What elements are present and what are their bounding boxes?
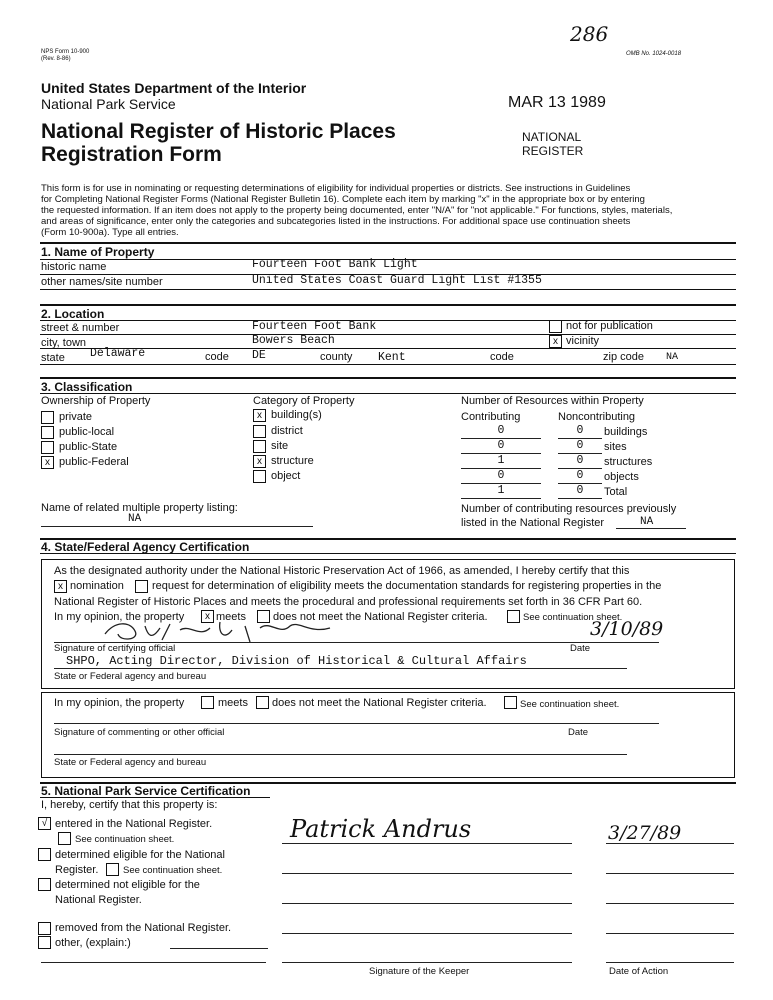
meets2-label: meets <box>218 697 248 709</box>
noncontributing-total[interactable]: 0 <box>576 484 584 497</box>
resource-objects-label: objects <box>604 471 639 483</box>
see-cont-sheet1-label: See continuation sheet. <box>75 834 175 845</box>
see-continuation-label: See continuation sheet. <box>523 612 623 623</box>
category-site-label: site <box>271 440 289 452</box>
rule <box>40 364 736 365</box>
contributing-objects[interactable]: 0 <box>497 469 505 482</box>
rule <box>54 723 659 724</box>
agency-bureau-label: State or Federal agency and bureau <box>54 671 207 682</box>
category-district-checkbox[interactable] <box>253 425 266 438</box>
omb-number: OMB No. 1024-0018 <box>626 51 682 57</box>
rule <box>54 668 627 669</box>
form-title-line1: National Register of Historic Places <box>41 120 396 143</box>
rule <box>606 933 734 934</box>
not-for-publication-checkbox[interactable] <box>549 320 562 333</box>
does-not-meet-label: does not meet the National Register criteria. <box>273 611 488 623</box>
resource-sites-label: sites <box>604 441 627 453</box>
service-name: National Park Service <box>41 96 176 112</box>
certification-date: 3/10/89 <box>590 618 664 640</box>
instructions-line2: for Completing National Register Forms (National Register Bulletin 16). Complete each item by marking "x" in the appropriate box or by entering <box>41 194 645 205</box>
other-names-value[interactable]: United States Coast Guard Light List #1355 <box>252 274 542 287</box>
removed-label: removed from the National Register. <box>55 922 232 934</box>
not-eligible-checkbox[interactable] <box>38 878 51 891</box>
state-code-label: code <box>205 351 229 363</box>
section1-heading: 1. Name of Property <box>41 245 155 259</box>
see-continuation2-checkbox[interactable] <box>504 696 517 709</box>
contributing-total[interactable]: 1 <box>497 484 505 497</box>
request-checkbox[interactable] <box>135 580 148 593</box>
rule <box>282 962 572 963</box>
category-object-checkbox[interactable] <box>253 470 266 483</box>
ownership-public-federal-checkbox[interactable]: x <box>41 456 54 469</box>
rule <box>282 873 572 874</box>
nomination-label: nomination <box>70 580 124 592</box>
noncontributing-label: Noncontributing <box>558 411 636 423</box>
form-number: NPS Form 10-900 <box>41 49 90 55</box>
rule <box>606 903 734 904</box>
rule <box>606 873 734 874</box>
section2-divider <box>40 304 736 306</box>
contributing-structures[interactable]: 1 <box>497 454 505 467</box>
rule <box>40 393 736 394</box>
determined-eligible-label: determined eligible for the National <box>55 849 225 861</box>
action-date: 3/27/89 <box>608 822 682 844</box>
rule <box>282 933 572 934</box>
county-code-label: code <box>490 351 514 363</box>
see-cont-sheet1-checkbox[interactable] <box>58 832 71 845</box>
city-value[interactable]: Bowers Beach <box>252 334 335 347</box>
see-continuation-checkbox[interactable] <box>507 610 520 623</box>
rule <box>606 962 734 963</box>
other-names-label: other names/site number <box>41 276 163 288</box>
contributing-buildings[interactable]: 0 <box>497 424 505 437</box>
section5-heading: 5. National Park Service Certification <box>41 784 251 798</box>
zip-label: zip code <box>603 351 644 363</box>
meets2-checkbox[interactable] <box>201 696 214 709</box>
section3-divider <box>40 377 736 379</box>
category-district-label: district <box>271 425 303 437</box>
cert-paragraph-line3: National Register of Historic Places and meets the procedural and professional requirements set forth in 36 CFR Part 60. <box>54 596 643 608</box>
received-stamp <box>522 130 583 158</box>
rule <box>616 528 686 529</box>
multiple-listing-value[interactable]: NA <box>128 513 142 525</box>
contributing-label: Contributing <box>461 411 521 423</box>
see-cont-sheet2-checkbox[interactable] <box>106 863 119 876</box>
form-title <box>41 120 396 166</box>
category-structure-checkbox[interactable]: x <box>253 455 266 468</box>
does-not-meet2-checkbox[interactable] <box>256 696 269 709</box>
historic-name-label: historic name <box>41 261 107 273</box>
resource-total-label: Total <box>604 486 628 498</box>
rule <box>461 498 541 499</box>
category-object-label: object <box>271 470 301 482</box>
see-cont-sheet2-label: See continuation sheet. <box>123 865 223 876</box>
category-site-checkbox[interactable] <box>253 440 266 453</box>
stamp-line2: REGISTER <box>522 144 584 158</box>
rule <box>40 553 736 554</box>
department-name: United States Department of the Interior <box>41 80 307 96</box>
handwritten-id: 286 <box>570 22 609 46</box>
previously-listed-label2: listed in the National Register <box>461 517 605 529</box>
section4-heading: 4. State/Federal Agency Certification <box>41 540 250 554</box>
category-title: Category of Property <box>253 395 355 407</box>
national-register-label: National Register. <box>55 894 142 906</box>
street-value[interactable]: Fourteen Foot Bank <box>252 320 377 333</box>
street-label: street & number <box>41 322 120 334</box>
ownership-private-label: private <box>59 411 93 423</box>
resource-structures-label: structures <box>604 456 653 468</box>
not-eligible-label: determined not eligible for the <box>55 879 200 891</box>
state-value[interactable]: Delaware <box>90 347 146 360</box>
rule <box>54 754 627 755</box>
county-label: county <box>320 351 353 363</box>
opinion-label: In my opinion, the property <box>54 611 185 623</box>
certifying-official-label: Signature of certifying official <box>54 643 176 654</box>
entered-label: entered in the National Register. <box>55 818 213 830</box>
noncontributing-structures[interactable]: 0 <box>576 454 584 467</box>
vicinity-checkbox[interactable]: x <box>549 335 562 348</box>
instructions-line5: (Form 10-900a). Type all entries. <box>41 227 179 238</box>
removed-checkbox[interactable] <box>38 922 51 935</box>
stamp-line1: NATIONAL <box>522 130 582 144</box>
section1-divider <box>40 242 736 244</box>
commenting-official-label: Signature of commenting or other official <box>54 727 225 738</box>
cert-paragraph-line1: As the designated authority under the National Historic Preservation Act of 1966, as amended, I hereby certify that this <box>54 565 630 577</box>
previously-listed-label1: Number of contributing resources previously <box>461 503 677 515</box>
opinion2-label: In my opinion, the property <box>54 697 185 709</box>
rule <box>41 526 313 527</box>
instructions-line4: and areas of significance, enter only the categories and subcategories listed in the instructions. For additional space use continuation sheets <box>41 216 631 227</box>
state-code-value[interactable]: DE <box>252 349 266 362</box>
category-structure-label: structure <box>271 455 314 467</box>
zip-value[interactable]: NA <box>666 352 679 363</box>
nps-cert-intro: I, hereby, certify that this property is: <box>41 799 218 811</box>
other-label: other, (explain:) <box>55 937 131 949</box>
instructions-line3: the requested information. If an item does not apply to the property being documented, enter "N/A" for "not applicable." For functions, styles, materials, <box>41 205 673 216</box>
rule <box>41 962 266 963</box>
rule <box>40 797 270 798</box>
instructions-line1: This form is for use in nominating or requesting determinations of eligibility for individual properties or districts. See instructions in Guidelines <box>41 183 631 194</box>
previously-listed-value[interactable]: NA <box>640 516 654 528</box>
ownership-public-local-label: public-local <box>59 426 115 438</box>
agency-official-name[interactable]: SHPO, Acting Director, Division of Historical & Cultural Affairs <box>66 654 527 668</box>
vicinity-label: vicinity <box>566 335 600 347</box>
noncontributing-objects[interactable]: 0 <box>576 469 584 482</box>
meets-label: meets <box>216 611 246 623</box>
resource-buildings-label: buildings <box>604 426 648 438</box>
category-buildings-label: building(s) <box>271 409 322 421</box>
resources-title: Number of Resources within Property <box>461 395 644 407</box>
keeper-signature: Patrick Andrus <box>290 815 472 843</box>
county-value[interactable]: Kent <box>378 351 406 364</box>
noncontributing-buildings[interactable]: 0 <box>576 424 584 437</box>
rule <box>282 903 572 904</box>
cert-paragraph-line2: request for determination of eligibility meets the documentation standards for registering properties in the <box>152 580 662 592</box>
determined-eligible-checkbox[interactable] <box>38 848 51 861</box>
ownership-public-federal-label: public-Federal <box>59 456 129 468</box>
register-label: Register. <box>55 864 99 876</box>
section2-heading: 2. Location <box>41 307 105 321</box>
ownership-public-local-checkbox[interactable] <box>41 426 54 439</box>
ownership-title: Ownership of Property <box>41 395 151 407</box>
city-label: city, town <box>41 337 87 349</box>
contributing-sites[interactable]: 0 <box>497 439 505 452</box>
rule <box>40 289 736 290</box>
state-label: state <box>41 352 65 364</box>
does-not-meet2-label: does not meet the National Register criteria. <box>272 697 487 709</box>
nomination-checkbox[interactable]: x <box>54 580 67 593</box>
multiple-listing-label: Name of related multiple property listing: <box>41 502 238 514</box>
form-title-line2: Registration Form <box>41 143 222 166</box>
keeper-signature-label: Signature of the Keeper <box>369 966 470 977</box>
historic-name-value[interactable]: Fourteen Foot Bank Light <box>252 258 418 271</box>
ownership-public-state-checkbox[interactable] <box>41 441 54 454</box>
section3-heading: 3. Classification <box>41 380 133 394</box>
ownership-private-checkbox[interactable] <box>41 411 54 424</box>
entered-checkbox[interactable]: √ <box>38 817 51 830</box>
meets-checkbox[interactable]: x <box>201 610 214 623</box>
rule <box>282 843 572 844</box>
rule <box>170 948 268 949</box>
rule <box>606 843 734 844</box>
ownership-public-state-label: public-State <box>59 441 118 453</box>
other-checkbox[interactable] <box>38 936 51 949</box>
see-continuation2-label: See continuation sheet. <box>520 699 620 710</box>
date2-label: Date <box>568 727 589 738</box>
not-for-publication-label: not for publication <box>566 320 653 332</box>
date-of-action-label: Date of Action <box>609 966 669 977</box>
rule <box>40 334 736 335</box>
category-buildings-checkbox[interactable]: x <box>253 409 266 422</box>
agency-bureau2-label: State or Federal agency and bureau <box>54 757 207 768</box>
received-stamp-date: MAR 13 1989 <box>508 94 606 111</box>
rule <box>558 498 602 499</box>
date-label: Date <box>570 643 591 654</box>
noncontributing-sites[interactable]: 0 <box>576 439 584 452</box>
instructions-paragraph <box>41 183 741 238</box>
form-revision: (Rev. 8-86) <box>41 56 71 62</box>
